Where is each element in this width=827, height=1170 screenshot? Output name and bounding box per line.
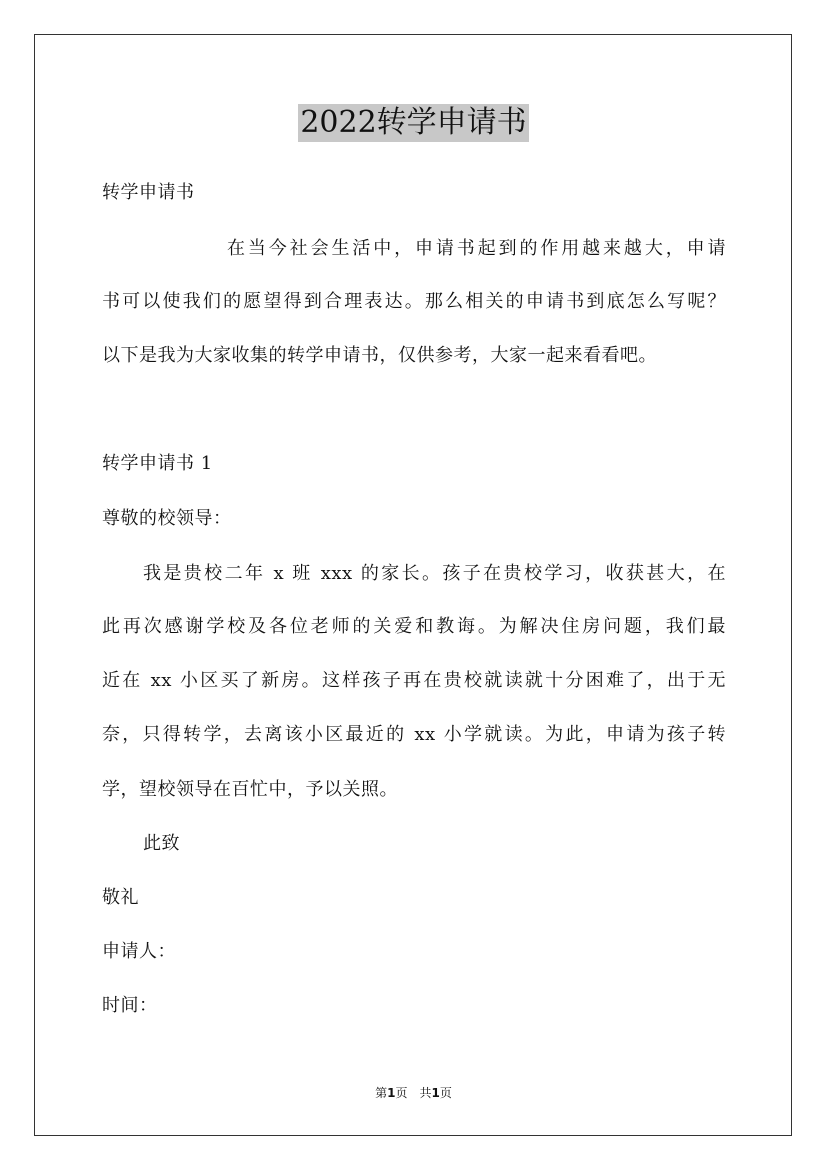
document-title: 2022转学申请书 xyxy=(300,105,527,140)
footer-page-prefix: 第 xyxy=(375,1086,388,1100)
title-container xyxy=(0,104,827,142)
intro-line-2: 书可以使我们的愿望得到合理表达。那么相关的申请书到底怎么写呢？ xyxy=(102,291,726,312)
applicant-label: 申请人： xyxy=(102,941,176,962)
body-line-2: 此再次感谢学校及各位老师的关爱和教诲。为解决住房问题，我们最 xyxy=(102,616,726,637)
footer-page-total: 1 xyxy=(431,1086,440,1100)
footer-page-number: 1 xyxy=(387,1086,396,1100)
body-line-5: 学，望校领导在百忙中，予以关照。 xyxy=(102,779,398,800)
time-label: 时间： xyxy=(102,995,158,1016)
salutation: 尊敬的校领导： xyxy=(102,508,232,529)
closing-ci-zhi: 此致 xyxy=(143,833,180,854)
footer-page-mid: 页 共 xyxy=(395,1086,432,1100)
intro-line-1: 在当今社会生活中，申请书起到的作用越来越大，申请 xyxy=(227,238,726,259)
body-line-4: 奈，只得转学，去离该小区最近的 xx 小学就读。为此，申请为孩子转 xyxy=(102,724,726,745)
section-heading: 转学申请书 1 xyxy=(102,453,213,474)
document-subtitle: 转学申请书 xyxy=(102,182,195,203)
page-footer xyxy=(0,1085,827,1101)
body-line-1: 我是贵校二年 x 班 xxx 的家长。孩子在贵校学习，收获甚大，在 xyxy=(143,563,726,584)
body-line-3: 近在 xx 小区买了新房。这样孩子再在贵校就读就十分困难了，出于无 xyxy=(102,670,726,691)
footer-page-suffix: 页 xyxy=(439,1086,452,1100)
intro-line-3: 以下是我为大家收集的转学申请书，仅供参考，大家一起来看看吧。 xyxy=(102,345,657,366)
closing-jing-li: 敬礼 xyxy=(102,887,139,908)
